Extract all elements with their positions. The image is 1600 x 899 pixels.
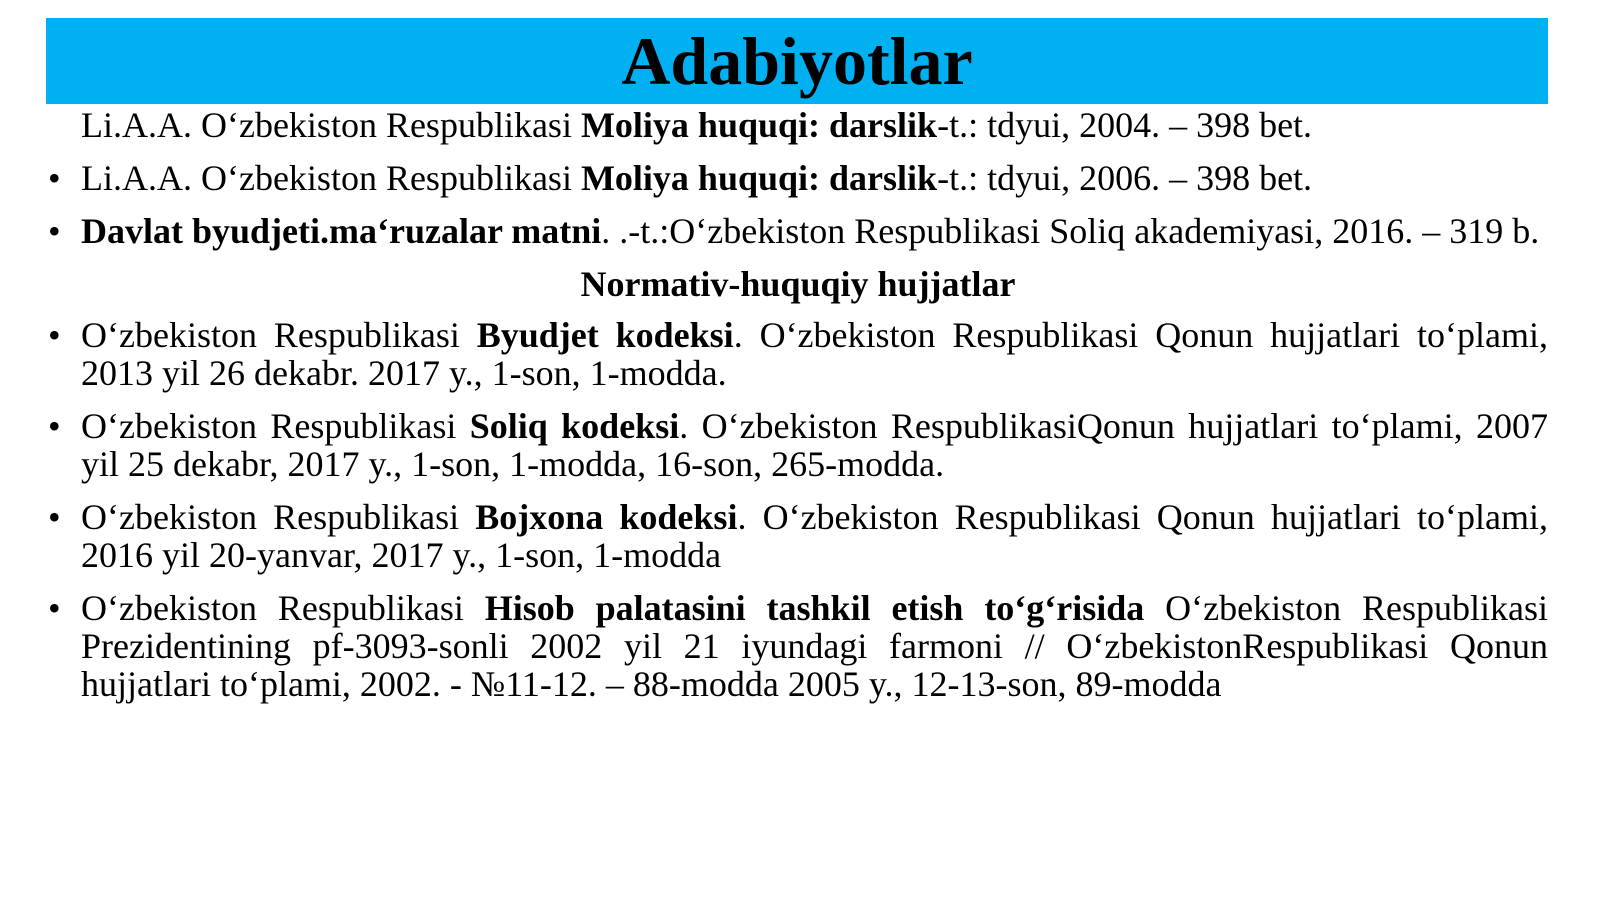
law-prefix: O‘zbekiston Respublikasi <box>81 497 476 537</box>
bullet: • <box>48 211 61 251</box>
law-details: O‘zbekiston Respublikasi Prezidentining pf-3093-sonli 2002 yil 21 iyundagi farmoni // O‘zbekistonRespublikasi Qonun hujjatlari to‘plami, 2002. - №11-12. – 88-modda 2005 y., 12-13-son, 89-modda <box>81 588 1549 704</box>
title-bar <box>46 18 1548 104</box>
law-details: . O‘zbekiston Respublikasi Qonun hujjatlari to‘plami, 2016 yil 20-yanvar, 2017 y., 1-son, 1-modda <box>81 497 1549 575</box>
list-item-book-2 <box>48 159 1548 197</box>
list-item-law-4 <box>48 589 1548 703</box>
bullet: • <box>48 406 61 446</box>
bullet: • <box>48 588 61 628</box>
book-details: -t.: tdyui, 2004. – 398 bet. <box>937 105 1313 145</box>
law-prefix: O‘zbekiston Respublikasi <box>81 315 477 355</box>
section-heading: Normativ-huquqiy hujjatlar <box>580 264 1016 304</box>
book-author: Li.A.A. O‘zbekiston Respublikasi <box>81 158 581 198</box>
book-details: . .-t.:O‘zbekiston Respublikasi Soliq akademiyasi, 2016. – 319 b. <box>601 211 1540 251</box>
book-title: Moliya huquqi: darslik <box>580 105 938 145</box>
book-author: Li.A.A. O‘zbekiston Respublikasi <box>81 105 581 145</box>
list-item-law-2 <box>48 407 1548 483</box>
list-item-law-3 <box>48 498 1548 574</box>
reference-list <box>48 106 1548 718</box>
bullet: • <box>48 315 61 355</box>
bullet: • <box>48 497 61 537</box>
book-title: Moliya huquqi: darslik <box>580 158 938 198</box>
law-title: Byudjet kodeksi <box>476 315 734 355</box>
book-details: -t.: tdyui, 2006. – 398 bet. <box>937 158 1313 198</box>
list-item-book-1 <box>48 106 1548 144</box>
law-title: Soliq kodeksi <box>469 406 680 446</box>
law-title: Bojxona kodeksi <box>475 497 738 537</box>
law-details: . O‘zbekiston RespublikasiQonun hujjatlari to‘plami, 2007 yil 25 dekabr, 2017 y., 1-son, 1-modda, 16-son, 265-modda. <box>81 406 1548 484</box>
law-prefix: O‘zbekiston Respublikasi <box>81 406 470 446</box>
book-title: Davlat byudjeti.ma‘ruzalar matni <box>81 211 602 251</box>
law-title: Hisob palatasini tashkil etish to‘g‘risida <box>484 588 1145 628</box>
bullet: • <box>48 158 61 198</box>
law-details: . O‘zbekiston Respublikasi Qonun hujjatlari to‘plami, 2013 yil 26 dekabr. 2017 y., 1-son, 1-modda. <box>81 315 1548 393</box>
list-item-law-1 <box>48 316 1548 392</box>
list-item-book-3 <box>48 212 1548 250</box>
page-title: Adabiyotlar <box>621 23 973 99</box>
law-prefix: O‘zbekiston Respublikasi <box>81 588 485 628</box>
